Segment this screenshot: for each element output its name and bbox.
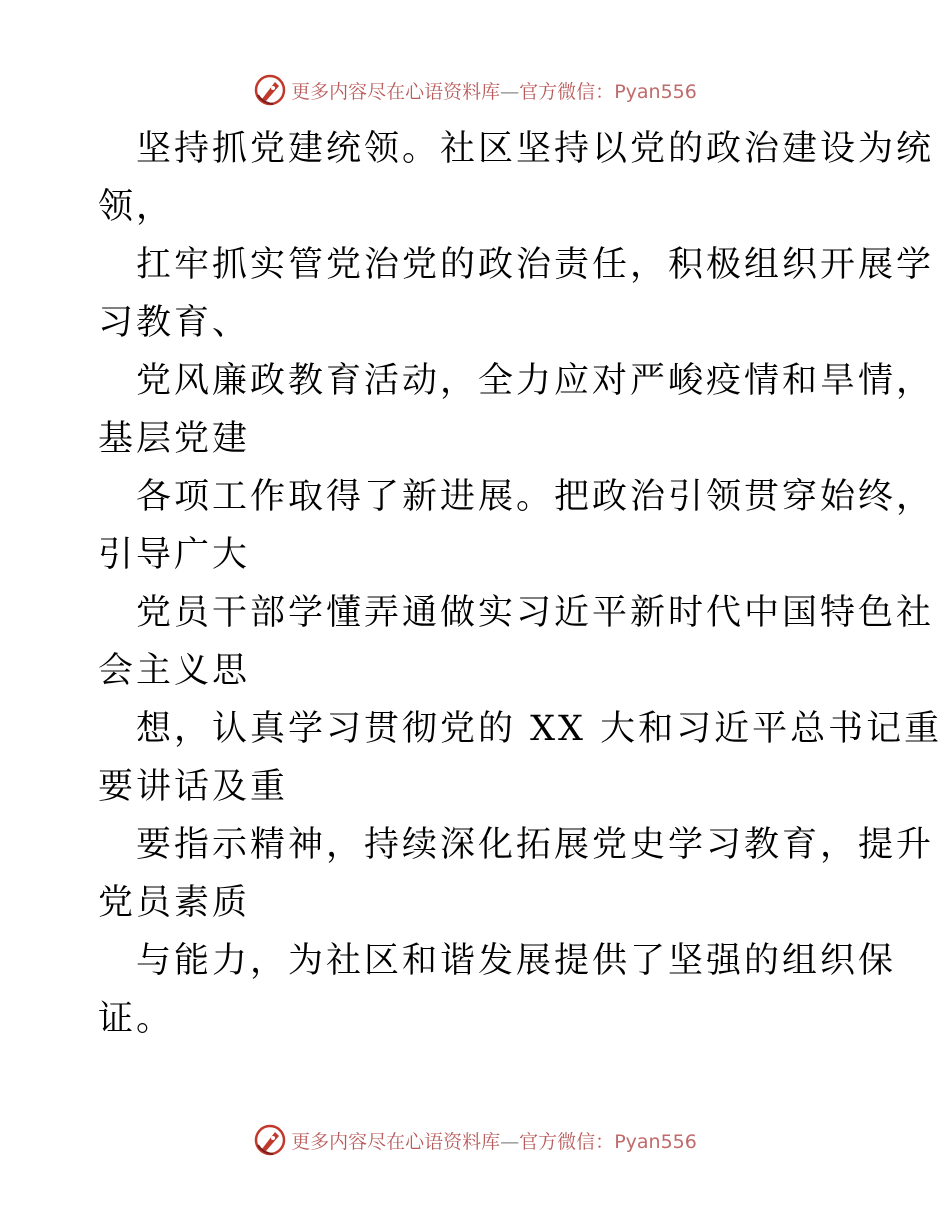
banner-text: 更多内容尽在心语资料库 xyxy=(291,1130,501,1153)
footer-banner xyxy=(0,1120,950,1160)
paragraph-line: 会主义思 xyxy=(98,651,251,691)
paragraph-line: 领， xyxy=(98,187,175,227)
banner-separator: — xyxy=(500,1130,520,1153)
banner-contact-label: 官方微信： xyxy=(519,1130,615,1153)
paragraph-line: 各项工作取得了新进展。把政治引领贯穿始终， xyxy=(136,477,935,517)
pen-nib-logo-icon xyxy=(253,1123,287,1157)
paragraph-line: 引导广大 xyxy=(98,535,251,575)
header-banner xyxy=(0,70,950,110)
paragraph-line: 与能力，为社区和谐发展提供了坚强的组织保 xyxy=(136,941,897,981)
pen-nib-logo-icon xyxy=(253,73,287,107)
paragraph-line: 坚持抓党建统领。社区坚持以党的政治建设为统 xyxy=(136,129,935,169)
banner-contact-id: Pyan556 xyxy=(614,80,697,103)
paragraph-line: 基层党建 xyxy=(98,419,251,459)
banner-contact-id: Pyan556 xyxy=(614,1130,697,1153)
banner-label xyxy=(291,1127,697,1154)
banner-contact-label: 官方微信： xyxy=(519,80,615,103)
paragraph-line: 想，认真学习贯彻党的 XX 大和习近平总书记重 xyxy=(136,709,943,749)
paragraph-line: 扛牢抓实管党治党的政治责任，积极组织开展学 xyxy=(136,245,935,285)
paragraph-line: 要指示精神，持续深化拓展党史学习教育，提升 xyxy=(136,825,935,865)
paragraph-line: 党员素质 xyxy=(98,883,251,923)
paragraph-line: 党风廉政教育活动，全力应对严峻疫情和旱情， xyxy=(136,361,935,401)
document-body xyxy=(98,120,943,1048)
paragraph-line: 党员干部学懂弄通做实习近平新时代中国特色社 xyxy=(136,593,935,633)
paragraph-line: 证。 xyxy=(98,999,175,1039)
paragraph-line: 要讲话及重 xyxy=(98,767,289,807)
paragraph-line: 习教育、 xyxy=(98,303,251,343)
banner-text: 更多内容尽在心语资料库 xyxy=(291,80,501,103)
banner-label xyxy=(291,77,697,104)
banner-separator: — xyxy=(500,80,520,103)
